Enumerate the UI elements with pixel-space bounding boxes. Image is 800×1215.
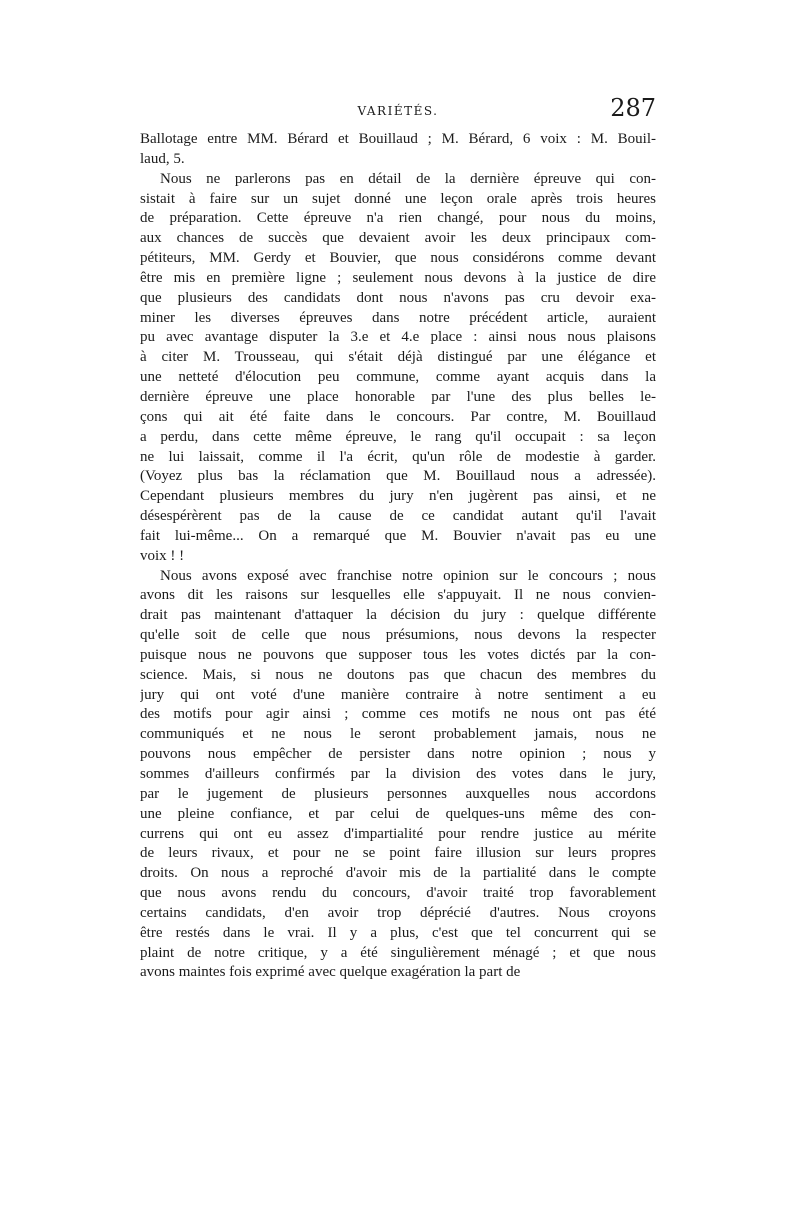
text-line: pouvons nous empêcher de persister dans notre opinion ; nous y xyxy=(140,746,656,763)
text-line: de leurs rivaux, et pour ne se point faire illusion sur leurs propres xyxy=(140,845,656,862)
text-line: Nous avons exposé avec franchise notre opinion sur le concours ; nous xyxy=(160,567,656,584)
text-line: jury qui ont voté d'une manière contraire à notre sentiment a eu xyxy=(140,686,656,703)
page-number: 287 xyxy=(610,94,656,122)
text-line: de préparation. Cette épreuve n'a rien changé, pour nous du moins, xyxy=(140,210,656,227)
text-line: fait lui-même... On a remarqué que M. Bouvier n'avait pas eu une xyxy=(140,527,656,544)
text-line: puisque nous ne pouvons que supposer tous les votes dictés par la con- xyxy=(140,646,656,663)
text-line: avons dit les raisons sur lesquelles elle s'appuyait. Il ne nous convien- xyxy=(140,587,656,604)
text-line: que plusieurs des candidats dont nous n'avons pas cru devoir exa- xyxy=(140,289,656,306)
text-line: a perdu, dans cette même épreuve, le rang qu'il occupait : sa leçon xyxy=(140,428,656,445)
text-line: droits. On nous a reproché d'avoir mis de la partialité dans le compte xyxy=(140,865,656,882)
paragraph xyxy=(140,567,656,984)
text-line: (Voyez plus bas la réclamation que M. Bouillaud nous a adressée). xyxy=(140,468,656,485)
text-line: currens qui ont eu assez d'impartialité pour rendre justice au mérite xyxy=(140,825,656,842)
text-line: Ballotage entre MM. Bérard et Bouillaud ; M. Bérard, 6 voix : M. Bouil- xyxy=(140,131,656,147)
text-line: drait pas maintenant d'attaquer la décision du jury : quelque différente xyxy=(140,607,656,624)
text-line: à citer M. Trousseau, qui s'était déjà distingué par une élégance et xyxy=(140,349,656,366)
text-line: çons qui ait été faite dans le concours. Par contre, M. Bouillaud xyxy=(140,408,656,425)
body-text xyxy=(140,130,656,983)
text-line: sommes d'ailleurs confirmés par la division des votes dans le jury, xyxy=(140,766,656,782)
text-line: sistait à faire sur un sujet donné une leçon orale après trois heures xyxy=(140,190,656,207)
text-line: certains candidats, d'en avoir trop déprécié d'autres. Nous croyons xyxy=(140,904,656,921)
text-line: par le jugement de plusieurs personnes auxquelles nous accordons xyxy=(140,785,656,802)
text-line: plaint de notre critique, y a été singulièrement ménagé ; et que nous xyxy=(140,944,656,961)
text-line: aux chances de succès que devaient avoir les deux principaux com- xyxy=(140,230,656,247)
text-line: une pleine confiance, et par celui de quelques-uns même des con- xyxy=(140,805,656,822)
text-line: qu'elle soit de celle que nous présumions, nous devons la respecter xyxy=(140,627,656,644)
text-line: science. Mais, si nous ne doutons pas que chacun des membres du xyxy=(140,666,656,683)
paragraph xyxy=(140,130,656,170)
text-line: laud, 5. xyxy=(140,150,185,167)
running-head: VARIÉTÉS. xyxy=(357,104,439,118)
paragraph xyxy=(140,170,656,567)
text-line: être restés dans le vrai. Il y a plus, c'est que tel concurrent qui se xyxy=(140,924,656,941)
text-line: dernière épreuve une place honorable par l'une des plus belles le- xyxy=(140,388,656,405)
page-header xyxy=(140,92,656,132)
text-line: communiqués et ne nous le seront probablement jamais, nous ne xyxy=(140,726,656,743)
text-line: ne lui laissait, comme il l'a écrit, qu'un rôle de modestie à garder. xyxy=(140,448,656,465)
text-line: pétiteurs, MM. Gerdy et Bouvier, que nous considérons comme devant xyxy=(140,250,656,267)
text-line: voix ! ! xyxy=(140,547,185,564)
text-line: pu avec avantage disputer la 3.e et 4.e place : ainsi nous nous plaisons xyxy=(140,329,656,346)
text-line: avons maintes fois exprimé avec quelque exagération la part de xyxy=(140,964,521,981)
text-line: être mis en première ligne ; seulement nous devons à la justice de dire xyxy=(140,269,656,286)
text-line: Cependant plusieurs membres du jury n'en jugèrent pas ainsi, et ne xyxy=(140,488,656,505)
text-line: des motifs pour agir ainsi ; comme ces motifs ne nous ont pas été xyxy=(140,706,656,723)
text-line: que nous avons rendu du concours, d'avoir traité trop favorablement xyxy=(140,885,656,902)
text-line: désespérèrent pas de la cause de ce candidat autant qu'il l'avait xyxy=(140,508,656,525)
text-line: une netteté d'élocution peu commune, comme ayant acquis dans la xyxy=(140,369,656,386)
text-line: Nous ne parlerons pas en détail de la dernière épreuve qui con- xyxy=(160,170,656,187)
text-line: miner les diverses épreuves dans notre précédent article, auraient xyxy=(140,309,656,326)
